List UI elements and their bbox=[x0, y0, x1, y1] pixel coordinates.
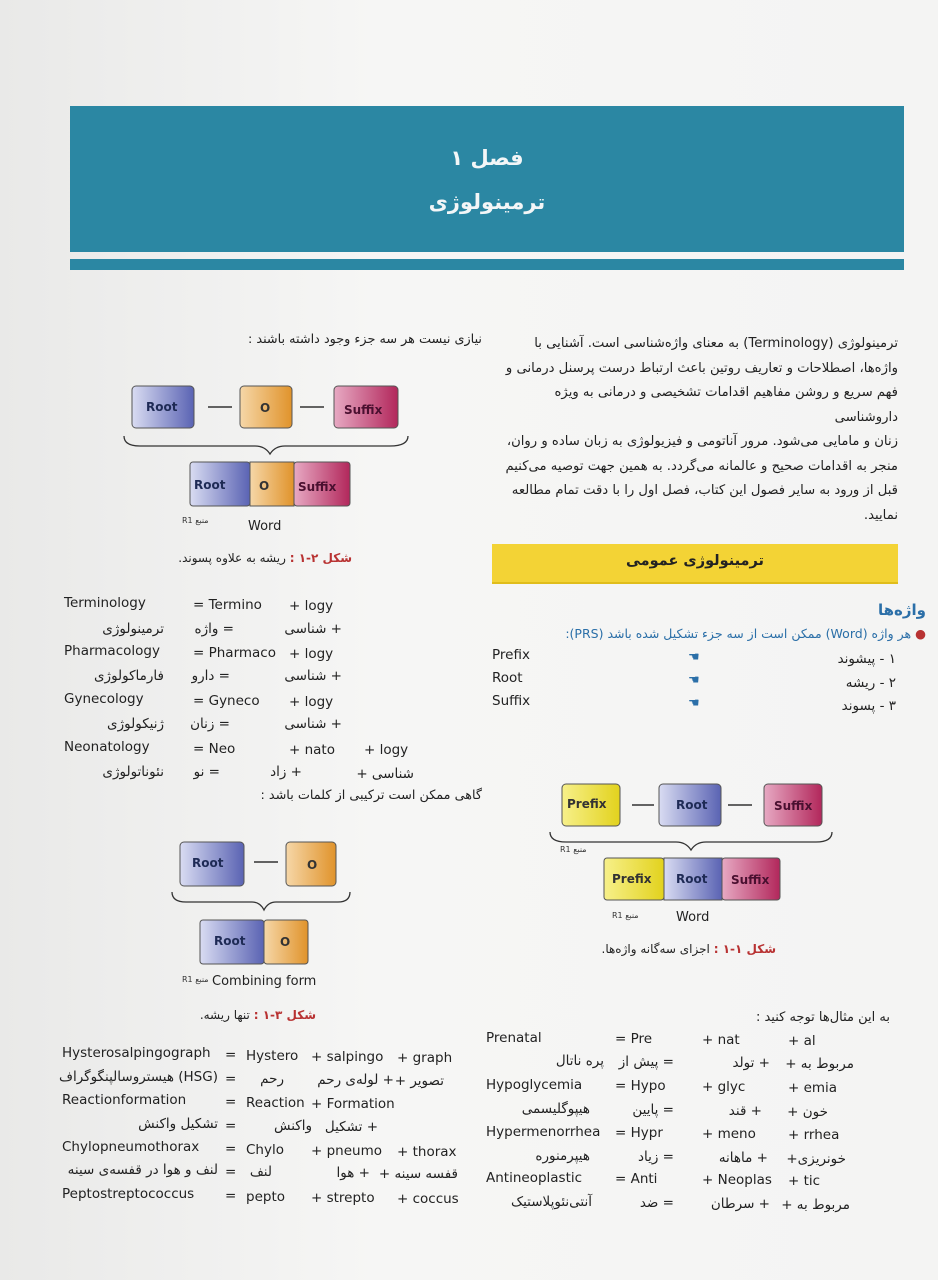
intro-line: زنان و مامایی می‌شود. مرور آناتومی و فیزیولوژی به زبان ساده و روان، bbox=[506, 434, 898, 449]
root-label: Root bbox=[146, 400, 178, 414]
example-a-fa: + شناسی bbox=[284, 668, 342, 684]
part-fa: ۱ - پیشوند bbox=[837, 651, 896, 667]
chapter-title: ترمینولوژی bbox=[428, 190, 546, 214]
suffix-label: Suffix bbox=[774, 799, 813, 813]
combining-form-label: Combining form bbox=[212, 974, 317, 989]
example-eq-fa: = ضد bbox=[639, 1195, 674, 1211]
example-word-fa: ترمینولوژی bbox=[102, 621, 164, 637]
example-b-fa: خونریزی+ bbox=[786, 1151, 846, 1167]
caption-label: شکل ۲-۱ : bbox=[289, 551, 352, 565]
example-a-fa: + سرطان bbox=[710, 1196, 770, 1212]
example-eq: = Hypo bbox=[615, 1078, 666, 1094]
root-label: Root bbox=[676, 872, 708, 886]
example-a-fa: لنف bbox=[249, 1164, 272, 1180]
source-note: R1 منبع bbox=[560, 845, 587, 854]
example-b: + strepto bbox=[311, 1190, 375, 1206]
root-label: Root bbox=[192, 856, 224, 870]
example-word-fa: فارماکولوژی bbox=[93, 668, 164, 684]
example-c: + coccus bbox=[397, 1191, 459, 1207]
example-eq: = bbox=[225, 1071, 237, 1087]
example-b: + rrhea bbox=[788, 1127, 840, 1143]
section-heading-bar bbox=[492, 544, 898, 582]
example-a-fa: + تولد bbox=[732, 1055, 770, 1071]
example-a-fa: واکنش bbox=[274, 1118, 312, 1134]
root-label: Root bbox=[194, 478, 226, 492]
example-word: Neonatology bbox=[64, 739, 150, 755]
example-word: Pharmacology bbox=[64, 643, 160, 659]
example-a: + logy bbox=[289, 646, 334, 662]
chapter-number: فصل ۱ bbox=[450, 146, 524, 170]
example-a: Chylo bbox=[246, 1142, 284, 1158]
example-b: + logy bbox=[364, 742, 409, 758]
example-a: Reaction bbox=[246, 1095, 305, 1111]
source-note: R1 منبع bbox=[612, 911, 639, 920]
word-label: Word bbox=[676, 910, 710, 925]
example-word-fa: هیپوگلیسمی bbox=[521, 1101, 590, 1117]
intro-line: نمایید. bbox=[863, 507, 898, 523]
part-fa: ۲ - ریشه bbox=[845, 675, 896, 691]
example-c-fa: قفسه سینه + bbox=[378, 1166, 458, 1182]
example-b: + salpingo bbox=[311, 1049, 384, 1065]
intro-line: فهم سریع و روشن مفاهیم اقدامات تشخیصی و درمانی به ویژه داروشناسی bbox=[554, 385, 898, 425]
example-a: + meno bbox=[702, 1126, 756, 1142]
example-eq: = bbox=[225, 1141, 237, 1157]
example-b: + Formation bbox=[311, 1096, 395, 1112]
example-c-fa: تصویر + bbox=[394, 1073, 444, 1089]
caption-text: اجزای سه‌گانه واژه‌ها. bbox=[601, 942, 710, 956]
example-eq: = Anti bbox=[615, 1171, 658, 1187]
example-eq-fa: = پیش از bbox=[618, 1054, 674, 1070]
example-eq-fa: = واژه bbox=[194, 621, 234, 637]
example-word-fa: لنف و هوا در قفسه‌ی سینه bbox=[67, 1162, 218, 1178]
example-eq: = bbox=[225, 1047, 237, 1063]
part-en: Root bbox=[492, 670, 523, 686]
example-eq: = Pharmaco bbox=[193, 645, 276, 661]
section-title: ترمینولوژی عمومی bbox=[626, 553, 764, 569]
example-word: Hypermenorrhea bbox=[486, 1124, 601, 1140]
o-label: O bbox=[259, 479, 270, 493]
example-word-fa: نئوناتولوژی bbox=[102, 764, 164, 780]
example-eq: = Termino bbox=[193, 597, 262, 613]
examples-right-intro: به این مثال‌ها توجه کنید : bbox=[755, 1010, 890, 1025]
intro-line: قبل از ورود به سایر فصول این کتاب، فصل اول را با دقت تمام مطالعه bbox=[511, 483, 898, 498]
example-c: + graph bbox=[397, 1050, 453, 1066]
example-word: Peptostreptococcus bbox=[62, 1186, 195, 1202]
example-word: Hypoglycemia bbox=[486, 1077, 583, 1093]
example-a: + Neoplas bbox=[702, 1172, 772, 1188]
example-a-fa: رحم bbox=[260, 1071, 284, 1087]
example-eq: = bbox=[225, 1118, 237, 1134]
pointing-hand-icon: ☚ bbox=[688, 673, 700, 688]
figure-3-intro: گاهی ممکن است ترکیبی از کلمات باشد : bbox=[260, 788, 482, 803]
example-word: Reactionformation bbox=[62, 1092, 187, 1108]
example-a: + logy bbox=[289, 598, 334, 614]
example-word-fa: آنتی‌نئوپلاستیک bbox=[511, 1194, 592, 1210]
root-label: Root bbox=[676, 798, 708, 812]
example-word-fa: تشکیل واکنش bbox=[138, 1116, 218, 1132]
example-b-fa: مربوط به + bbox=[781, 1197, 850, 1213]
part-en: Suffix bbox=[492, 693, 531, 709]
caption-label: شکل ۱-۱ : bbox=[713, 942, 776, 956]
suffix-label: Suffix bbox=[731, 873, 770, 887]
example-c: + thorax bbox=[397, 1144, 457, 1160]
example-a-fa: + شناسی bbox=[284, 621, 342, 637]
intro-line: منجر به اقدامات صحیح و عالمانه می‌گردد. به همین جهت توصیه می‌کنیم bbox=[505, 458, 898, 474]
example-b: + emia bbox=[788, 1080, 838, 1096]
caption-text: ریشه به علاوه پسوند. bbox=[178, 551, 286, 565]
example-b-fa: شناسی + bbox=[356, 766, 414, 782]
chapter-banner bbox=[70, 106, 904, 252]
part-fa: ۳ - پسوند bbox=[841, 698, 896, 714]
example-b-fa: + هوا bbox=[336, 1165, 370, 1181]
example-eq-fa: = زیاد bbox=[637, 1149, 674, 1165]
example-word: Antineoplastic bbox=[486, 1170, 583, 1186]
example-b: + al bbox=[788, 1033, 816, 1049]
example-word-fa: پره ناتال bbox=[555, 1053, 604, 1069]
example-eq: = Hypr bbox=[615, 1125, 663, 1141]
o-piece-joined bbox=[250, 462, 294, 506]
caption-label: شکل ۳-۱ : bbox=[253, 1008, 316, 1022]
bullet-text: ● هر واژه (Word) ممکن است از سه جزء تشکیل شده باشد (PRS): bbox=[565, 626, 926, 641]
example-a-fa: + ماهانه bbox=[718, 1150, 768, 1166]
example-b: + tic bbox=[788, 1173, 821, 1189]
o-label: O bbox=[307, 858, 318, 872]
intro-paragraph bbox=[492, 332, 898, 528]
example-word: Hysterosalpingograph bbox=[62, 1045, 211, 1061]
example-a: + nato bbox=[289, 742, 335, 758]
word-label: Word bbox=[248, 519, 282, 534]
example-a: + logy bbox=[289, 694, 334, 710]
subsection-title: واژه‌ها bbox=[878, 601, 926, 619]
intro-line: واژه‌ها، اصطلاحات و تعاریف روتین باعث ارتباط درست پرسنل درمانی و bbox=[505, 360, 898, 376]
example-eq: = Gyneco bbox=[193, 693, 260, 709]
example-a-fa: + قند bbox=[728, 1103, 762, 1119]
figure-3-caption bbox=[200, 1008, 316, 1022]
banner-rule bbox=[70, 259, 904, 270]
pointing-hand-icon: ☚ bbox=[688, 696, 700, 711]
o-label: O bbox=[280, 935, 291, 949]
intro-line: ترمینولوژی (Terminology) به معنای واژه‌شناسی است. آشنایی با bbox=[534, 336, 898, 351]
example-eq: = Pre bbox=[615, 1031, 653, 1047]
caption-text: تنها ریشه. bbox=[199, 1008, 250, 1022]
part-en: Prefix bbox=[492, 647, 530, 663]
example-b: + pneumo bbox=[311, 1143, 383, 1159]
example-word-fa: (HSG) هیستروسالپنگوگراف bbox=[58, 1069, 218, 1085]
example-b-fa: + لوله‌ی رحم bbox=[317, 1072, 394, 1088]
example-word: Prenatal bbox=[486, 1030, 542, 1046]
figure-1-caption bbox=[602, 942, 777, 956]
figure-2-caption bbox=[178, 551, 352, 565]
suffix-label: Suffix bbox=[344, 403, 383, 417]
example-word: Gynecology bbox=[64, 691, 144, 707]
example-b-fa: مربوط به + bbox=[785, 1056, 854, 1072]
example-a: Hystero bbox=[246, 1048, 299, 1064]
example-a: pepto bbox=[246, 1189, 285, 1205]
example-eq: = Neo bbox=[193, 741, 236, 757]
prefix-label: Prefix bbox=[567, 797, 607, 811]
example-eq-fa: = نو bbox=[193, 764, 220, 780]
bullet-content: هر واژه (Word) ممکن است از سه جزء تشکیل شده باشد (PRS): bbox=[565, 626, 912, 641]
example-a-fa: + شناسی bbox=[284, 716, 342, 732]
example-a: + nat bbox=[702, 1032, 740, 1048]
example-eq: = bbox=[225, 1094, 237, 1110]
example-b-fa: خون + bbox=[787, 1104, 828, 1120]
example-eq: = bbox=[225, 1164, 237, 1180]
suffix-label: Suffix bbox=[298, 480, 337, 494]
example-eq-fa: = زنان bbox=[190, 716, 230, 732]
example-word: Terminology bbox=[64, 595, 146, 611]
example-eq: = bbox=[225, 1188, 237, 1204]
example-eq-fa: = دارو bbox=[191, 668, 230, 684]
source-note: R1 منبع bbox=[182, 975, 209, 984]
figure-2-intro: نیازی نیست هر سه جزء وجود داشته باشند : bbox=[247, 332, 482, 347]
example-b-fa: + تشکیل bbox=[324, 1119, 378, 1135]
example-word-fa: ژنیکولوژی bbox=[107, 716, 164, 732]
pointing-hand-icon: ☚ bbox=[688, 650, 700, 665]
example-word: Chylopneumothorax bbox=[62, 1139, 200, 1155]
example-a-fa: + زاد bbox=[270, 764, 302, 780]
example-word-fa: هیپرمنوره bbox=[535, 1148, 590, 1164]
prefix-label: Prefix bbox=[612, 872, 652, 886]
example-a: + glyc bbox=[702, 1079, 746, 1095]
source-note: R1 منبع bbox=[182, 516, 209, 525]
example-eq-fa: = پایین bbox=[632, 1102, 674, 1118]
o-label: O bbox=[260, 401, 271, 415]
root-label: Root bbox=[214, 934, 246, 948]
